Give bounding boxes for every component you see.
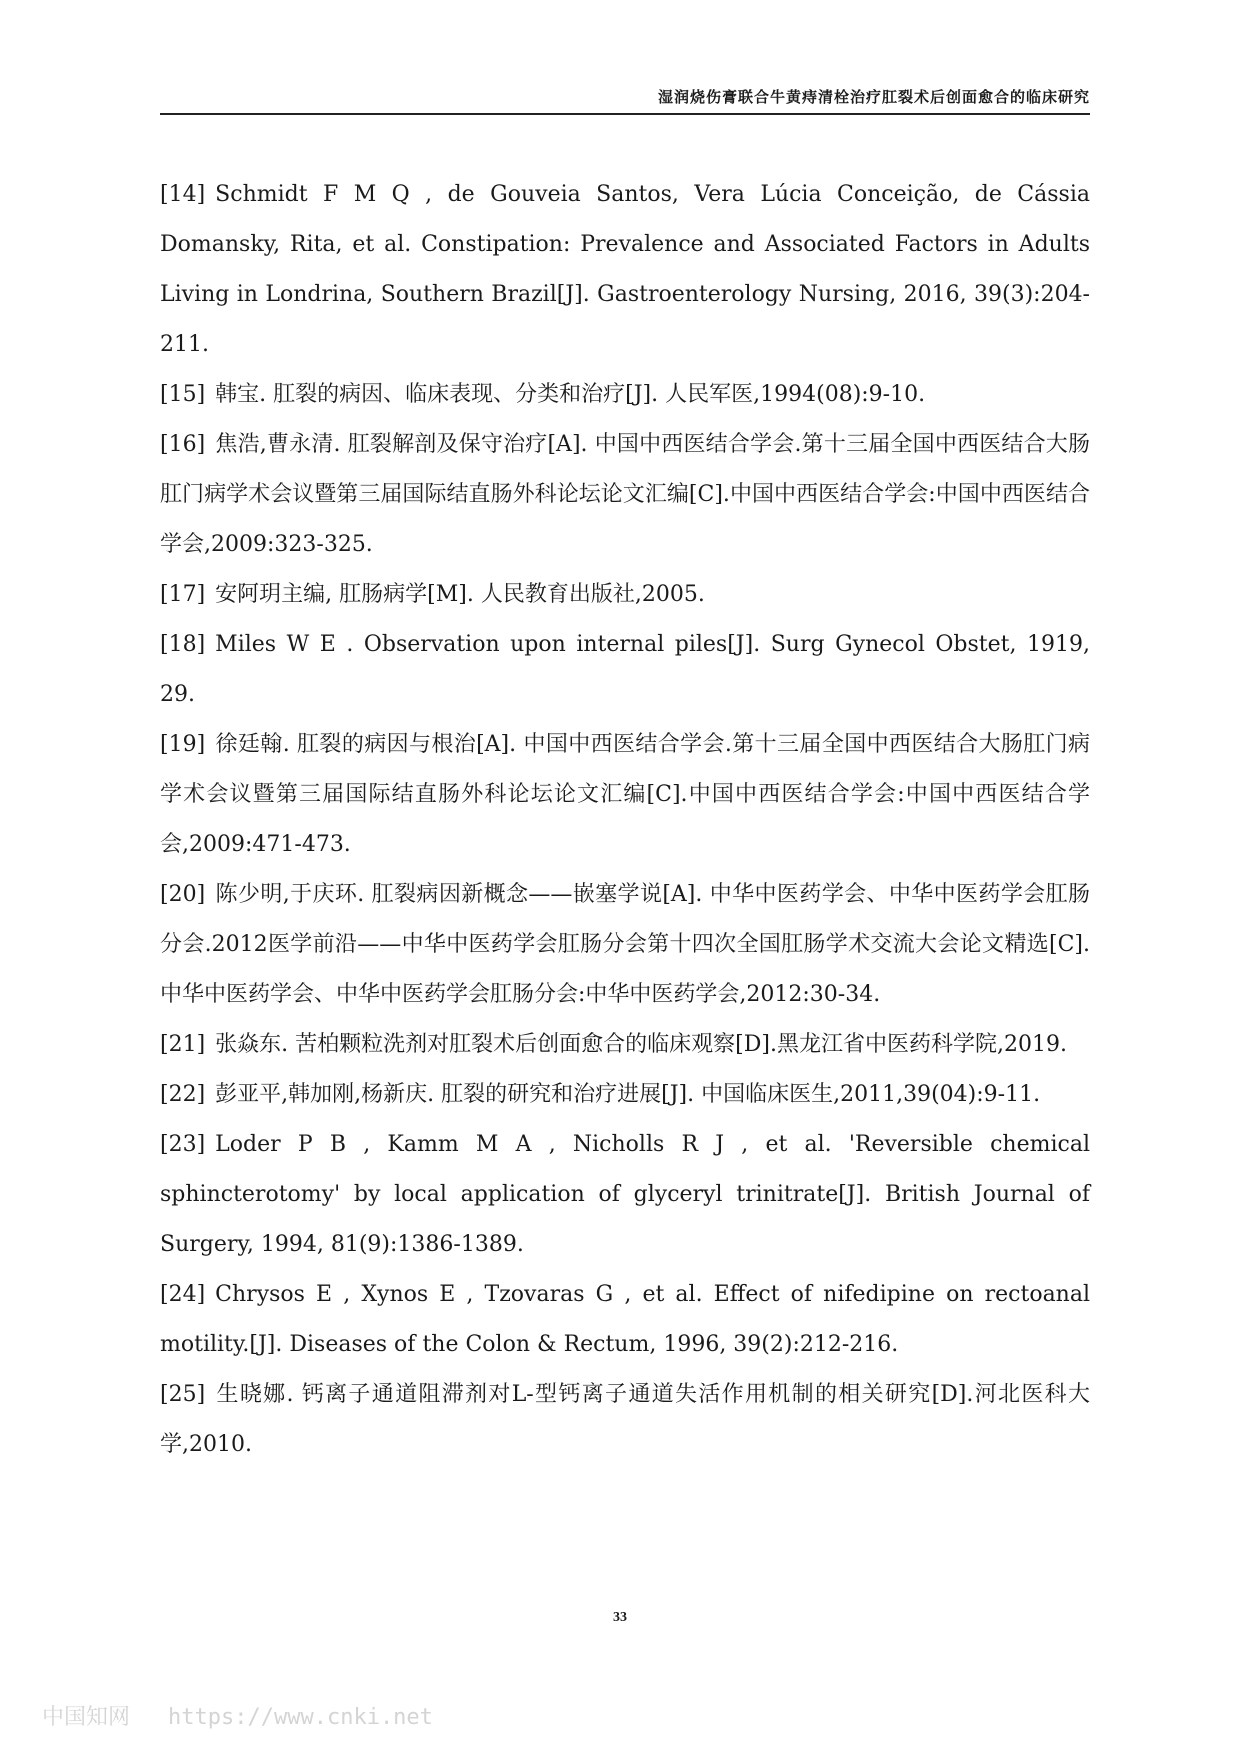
- reference-item: [160, 1120, 1090, 1270]
- reference-number: [23]: [160, 1132, 206, 1157]
- reference-item: [160, 1370, 1090, 1470]
- reference-item: [160, 1270, 1090, 1370]
- reference-item: [160, 620, 1090, 720]
- reference-text: 陈少明,于庆环. 肛裂病因新概念——嵌塞学说[A]. 中华中医药学会、中华中医药学会肛肠分会.2012医学前沿——中华中医药学会肛肠分会第十四次全国肛肠学术交流大会论文精选[C].中华中医药学会、中华中医药学会肛肠分会:中华中医药学会,2012:30-34.: [160, 882, 1090, 1007]
- cnki-watermark: [42, 1700, 433, 1731]
- reference-text: 彭亚平,韩加刚,杨新庆. 肛裂的研究和治疗进展[J]. 中国临床医生,2011,39(04):9-11.: [215, 1082, 1041, 1107]
- reference-text: 生晓娜. 钙离子通道阻滞剂对L-型钙离子通道失活作用机制的相关研究[D].河北医科大学,2010.: [160, 1382, 1090, 1457]
- reference-number: [22]: [160, 1082, 206, 1107]
- reference-number: [17]: [160, 582, 206, 607]
- reference-number: [14]: [160, 182, 206, 207]
- reference-item: [160, 1070, 1090, 1120]
- reference-number: [15]: [160, 382, 206, 407]
- reference-number: [19]: [160, 732, 206, 757]
- reference-text: Miles W E . Observation upon internal piles[J]. Surg Gynecol Obstet, 1919, 29.: [160, 632, 1090, 707]
- reference-text: 安阿玥主编, 肛肠病学[M]. 人民教育出版社,2005.: [215, 582, 705, 607]
- reference-number: [18]: [160, 632, 206, 657]
- watermark-url: https://www.cnki.net: [168, 1705, 433, 1730]
- reference-number: [25]: [160, 1382, 206, 1407]
- reference-item: [160, 170, 1090, 370]
- reference-text: Schmidt F M Q , de Gouveia Santos, Vera Lúcia Conceição, de Cássia Domansky, Rita, et al. Constipation: Prevalence and Associated Factors in Adults Living in Londrina, Southern Brazil[J]. Gastroenterology Nursing, 2016, 39(3):204-211.: [160, 182, 1090, 357]
- reference-text: 张焱东. 苦柏颗粒洗剂对肛裂术后创面愈合的临床观察[D].黑龙江省中医药科学院,2019.: [215, 1032, 1067, 1057]
- reference-item: [160, 570, 1090, 620]
- watermark-logo: 中国知网: [42, 1705, 131, 1730]
- reference-number: [20]: [160, 882, 206, 907]
- reference-item: [160, 720, 1090, 870]
- page-number: 33: [613, 1610, 627, 1625]
- reference-number: [24]: [160, 1282, 206, 1307]
- reference-list: [160, 170, 1090, 1470]
- reference-item: [160, 870, 1090, 1020]
- reference-text: 徐廷翰. 肛裂的病因与根治[A]. 中国中西医结合学会.第十三届全国中西医结合大肠肛门病学术会议暨第三届国际结直肠外科论坛论文汇编[C].中国中西医结合学会:中国中西医结合学会,2009:471-473.: [160, 732, 1090, 857]
- reference-item: [160, 370, 1090, 420]
- reference-text: 韩宝. 肛裂的病因、临床表现、分类和治疗[J]. 人民军医,1994(08):9-10.: [215, 382, 926, 407]
- running-header: 湿润烧伤膏联合牛黄痔清栓治疗肛裂术后创面愈合的临床研究: [657, 88, 1090, 106]
- reference-item: [160, 1020, 1090, 1070]
- reference-item: [160, 420, 1090, 570]
- header-rule: [160, 113, 1090, 115]
- reference-text: Chrysos E , Xynos E , Tzovaras G , et al. Effect of nifedipine on rectoanal motility.[J]. Diseases of the Colon & Rectum, 1996, 39(2):212-216.: [160, 1282, 1090, 1357]
- reference-text: Loder P B , Kamm M A , Nicholls R J , et al. 'Reversible chemical sphincterotomy' by local application of glyceryl trinitrate[J]. British Journal of Surgery, 1994, 81(9):1386-1389.: [160, 1132, 1090, 1257]
- reference-text: 焦浩,曹永清. 肛裂解剖及保守治疗[A]. 中国中西医结合学会.第十三届全国中西医结合大肠肛门病学术会议暨第三届国际结直肠外科论坛论文汇编[C].中国中西医结合学会:中国中西医结合学会,2009:323-325.: [160, 432, 1090, 557]
- reference-number: [21]: [160, 1032, 206, 1057]
- reference-number: [16]: [160, 432, 206, 457]
